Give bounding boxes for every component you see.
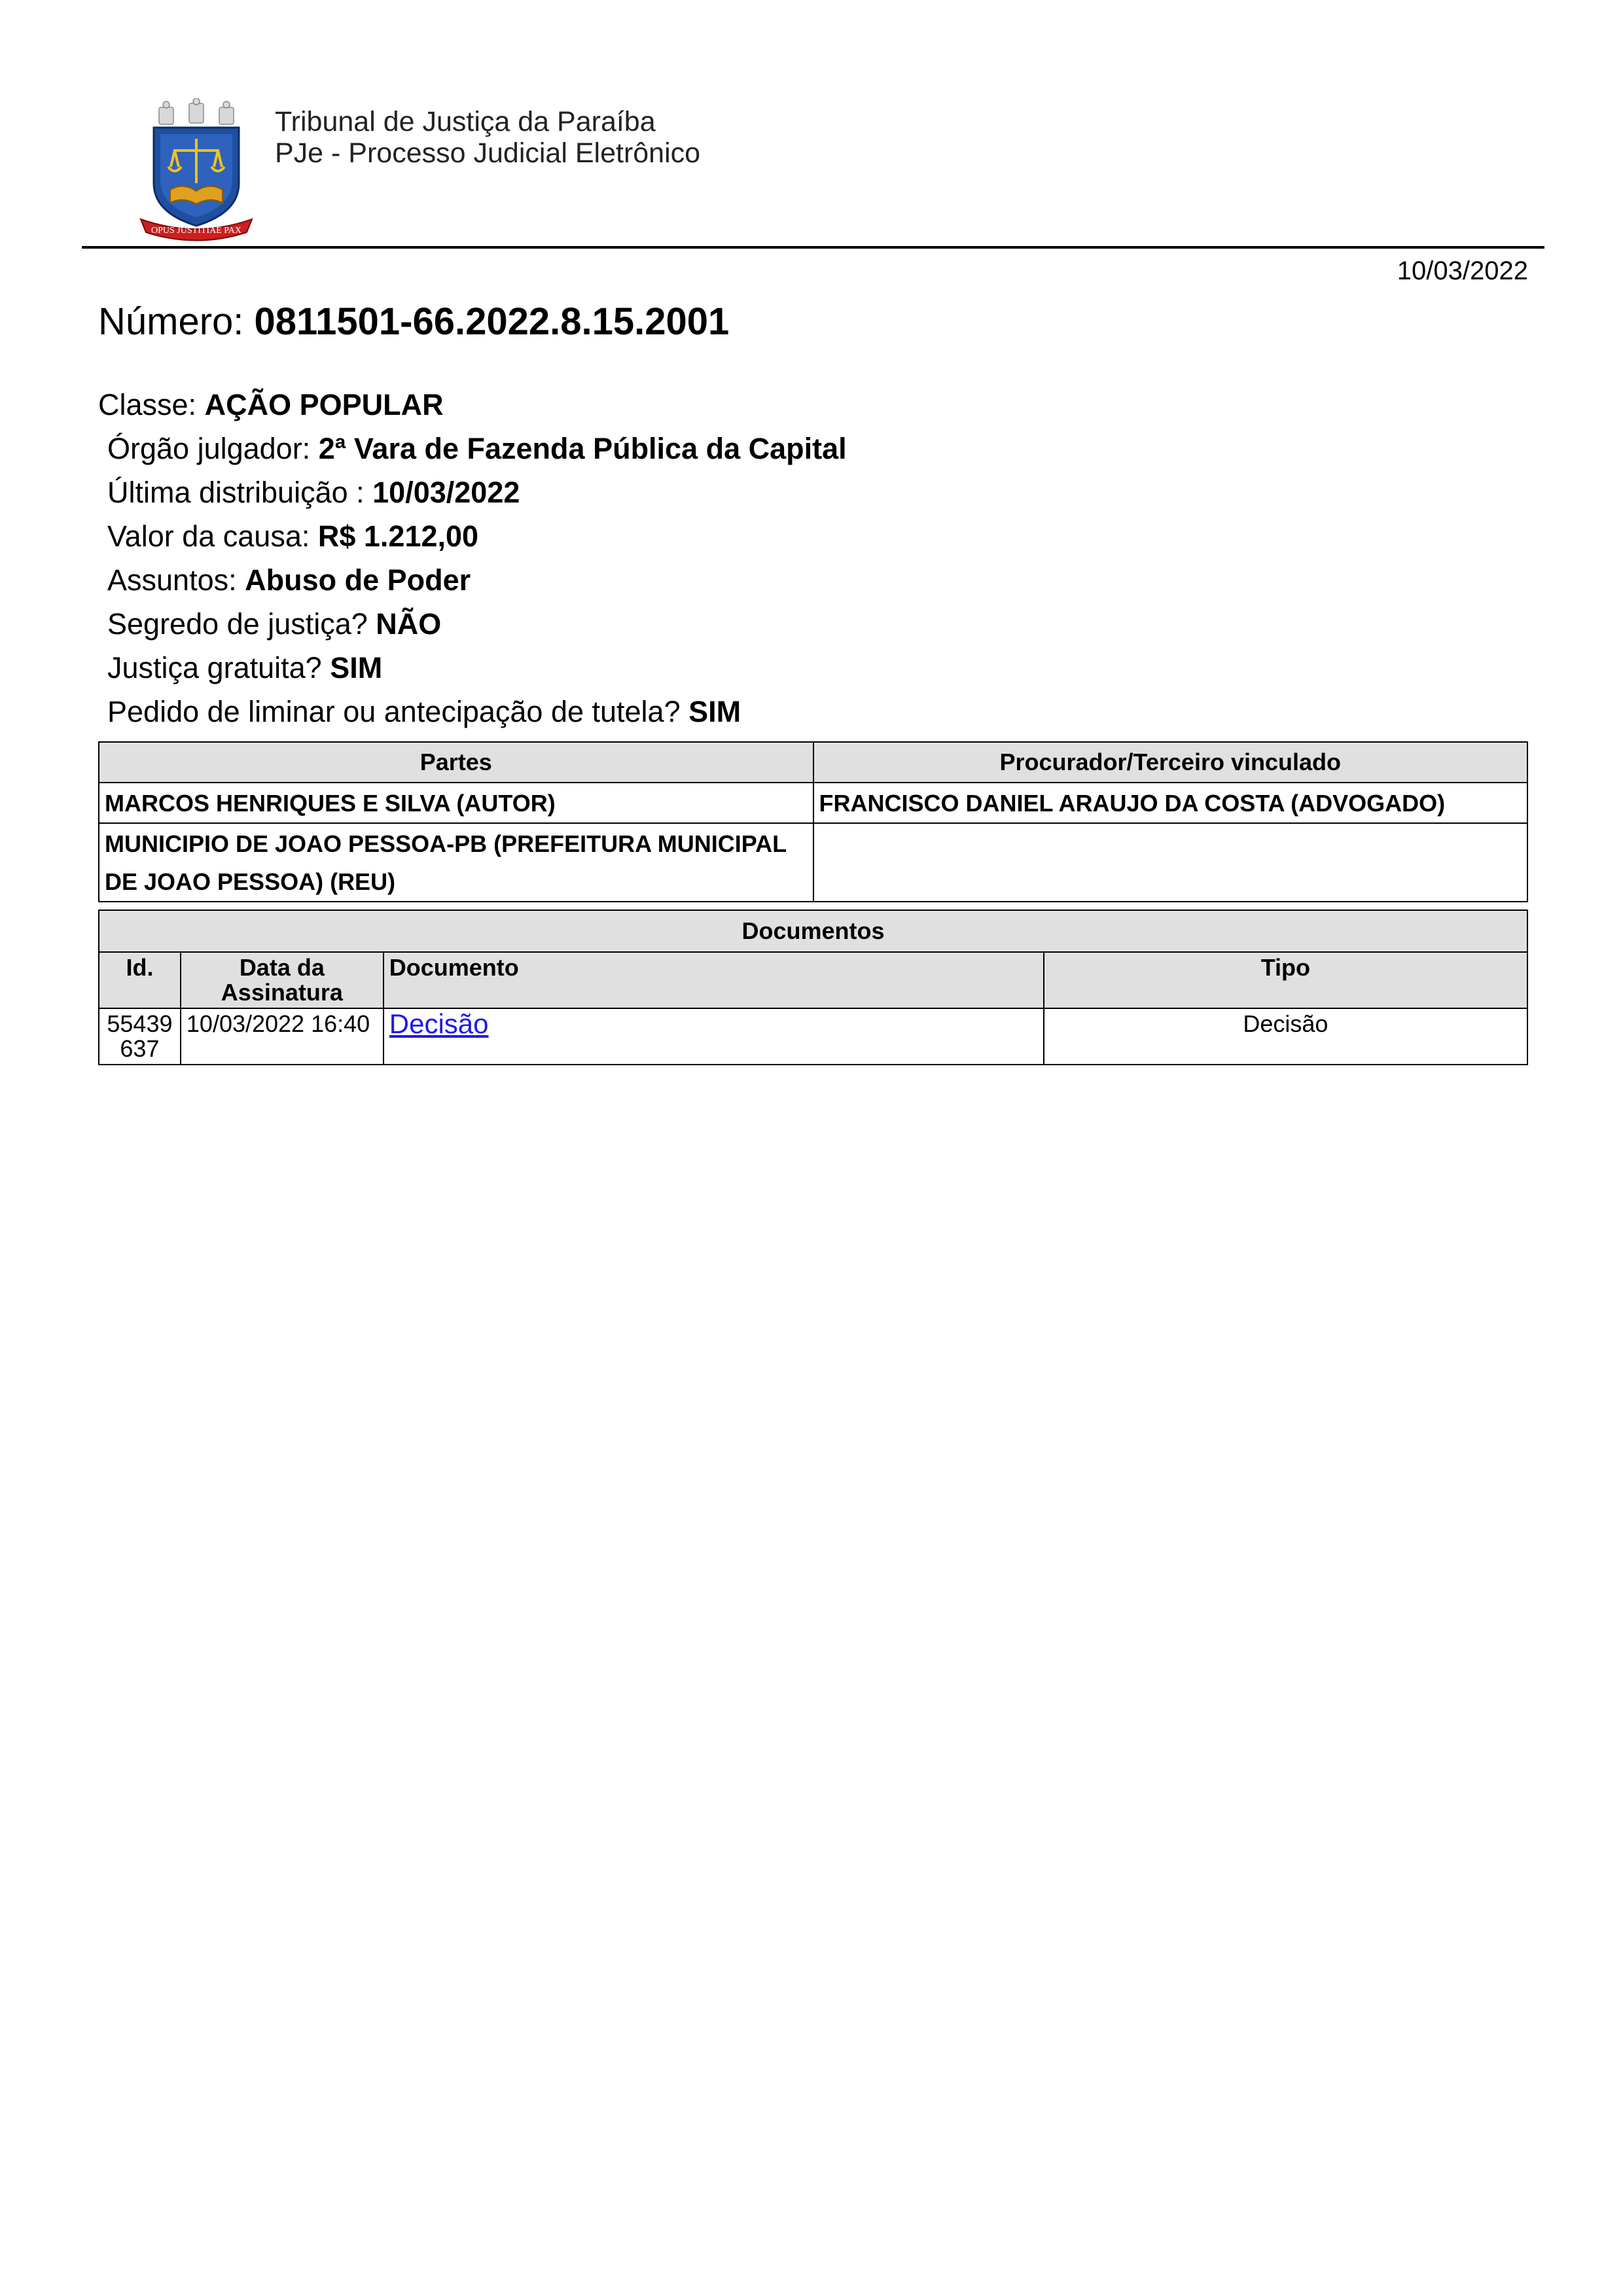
field-label: Segredo de justiça? xyxy=(107,607,368,641)
field-label: Justiça gratuita? xyxy=(107,651,322,684)
field-classe xyxy=(98,383,847,427)
field-label: Órgão julgador: xyxy=(107,432,311,465)
field-assuntos xyxy=(98,558,847,602)
table-row xyxy=(99,823,1527,902)
column-header-partes: Partes xyxy=(99,742,813,783)
svg-text:OPUS JUSTITIAE PAX: OPUS JUSTITIAE PAX xyxy=(151,226,241,236)
header-divider xyxy=(82,246,1544,249)
field-value: R$ 1.212,00 xyxy=(317,520,479,553)
field-value: NÃO xyxy=(376,607,442,641)
field-label: Última distribuição : xyxy=(107,476,365,509)
doc-date-cell: 10/03/2022 16:40 xyxy=(181,1008,383,1065)
court-crest-icon xyxy=(134,98,259,245)
field-ultima-distribuicao xyxy=(98,470,847,514)
field-label: Valor da causa: xyxy=(107,520,310,553)
partes-table xyxy=(98,741,1528,902)
table-row xyxy=(99,783,1527,823)
field-orgao-julgador xyxy=(98,427,847,470)
process-fields xyxy=(98,383,847,733)
doc-name-cell xyxy=(383,1008,1044,1065)
field-label: Classe: xyxy=(98,388,197,421)
field-label: Assuntos: xyxy=(107,563,237,597)
field-value: SIM xyxy=(688,695,741,728)
field-value: SIM xyxy=(330,651,383,684)
doc-tipo-cell: Decisão xyxy=(1044,1008,1527,1065)
process-number-value: 0811501-66.2022.8.15.2001 xyxy=(254,300,730,343)
parte-cell: MUNICIPIO DE JOAO PESSOA-PB (PREFEITURA MUNICIPAL DE JOAO PESSOA) (REU) xyxy=(99,823,813,902)
table-header-row xyxy=(99,742,1527,783)
field-value: Abuso de Poder xyxy=(245,563,471,597)
field-valor-causa xyxy=(98,514,847,558)
procurador-cell: FRANCISCO DANIEL ARAUJO DA COSTA (ADVOGADO) xyxy=(813,783,1528,823)
process-number xyxy=(98,300,729,344)
doc-id-cell: 55439637 xyxy=(99,1008,181,1065)
system-name: PJe - Processo Judicial Eletrônico xyxy=(275,137,701,169)
field-justica-gratuita xyxy=(98,646,847,690)
document-header xyxy=(82,92,1541,249)
documentos-table xyxy=(98,910,1528,1065)
column-header-tipo: Tipo xyxy=(1044,952,1527,1008)
header-text xyxy=(275,106,700,169)
column-header-id: Id. xyxy=(99,952,181,1008)
issue-date: 10/03/2022 xyxy=(1397,256,1528,285)
column-header-documento: Documento xyxy=(383,952,1044,1008)
field-value: AÇÃO POPULAR xyxy=(204,388,444,421)
process-number-label: Número: xyxy=(98,300,244,343)
document-link[interactable]: Decisão xyxy=(389,1008,489,1039)
table-row xyxy=(99,1008,1527,1065)
column-header-data-assinatura: Data da Assinatura xyxy=(181,952,383,1008)
table-header-row xyxy=(99,952,1527,1008)
field-label: Pedido de liminar ou antecipação de tutela? xyxy=(107,695,681,728)
field-segredo-justica xyxy=(98,602,847,646)
field-value: 2ª Vara de Fazenda Pública da Capital xyxy=(318,432,847,465)
field-value: 10/03/2022 xyxy=(372,476,520,509)
table-title-row xyxy=(99,910,1527,952)
documentos-title: Documentos xyxy=(99,910,1527,952)
field-pedido-liminar xyxy=(98,690,847,733)
procurador-cell xyxy=(813,823,1528,902)
court-name: Tribunal de Justiça da Paraíba xyxy=(275,106,656,137)
column-header-procurador: Procurador/Terceiro vinculado xyxy=(813,742,1528,783)
parte-cell: MARCOS HENRIQUES E SILVA (AUTOR) xyxy=(99,783,813,823)
